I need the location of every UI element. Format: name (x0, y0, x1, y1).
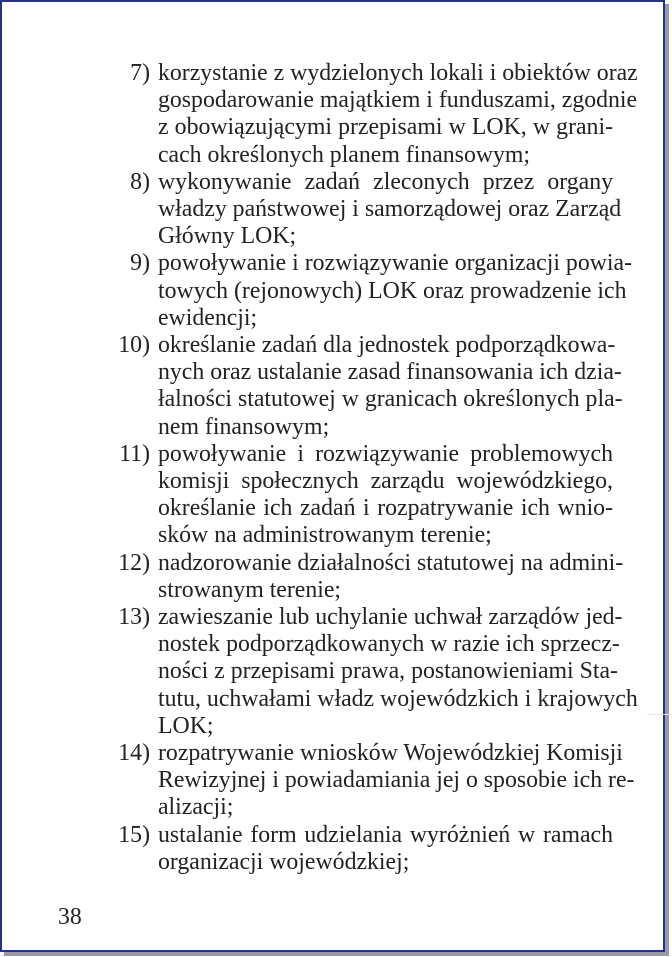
text-line: nych oraz ustalanie zasad finansowania ich dzia- (158, 359, 622, 386)
text-line: nem finansowym; (158, 413, 330, 440)
text-line: łalności statutowej w granicach określonych pla- (158, 386, 623, 413)
list-item-text (158, 60, 638, 169)
text-line: określanie zadań dla jednostek podporządkowa- (158, 332, 616, 359)
text-line: ustalanie form udzielania wyróżnień w ramach (158, 821, 613, 848)
list-item (92, 740, 635, 822)
text-line: władzy państwowej i samorządowej oraz Zarząd (158, 196, 622, 223)
list-item (92, 60, 638, 169)
list-item-number: 11) (119, 440, 150, 467)
list-item-text (158, 822, 613, 876)
list-item-text (158, 740, 635, 822)
text-line: Rewizyjnej i powiadamiania jej o sposobie ich re- (158, 767, 635, 794)
text-line: z obowiązującymi przepisami w LOK, w grani- (158, 114, 613, 141)
list-item (92, 822, 614, 876)
text-line: towych (rejonowych) LOK oraz prowadzenie ich (158, 277, 627, 304)
text-line: powoływanie i rozwiązywanie organizacji powia- (158, 250, 632, 277)
list-item-text (158, 441, 613, 550)
list-item-number: 15) (118, 821, 150, 848)
list-item (92, 168, 622, 251)
text-line: strowanym terenie; (158, 576, 342, 603)
list-item-number: 8) (130, 168, 150, 195)
text-line: organizacji wojewódzkiej; (158, 848, 410, 875)
text-line: gospodarowanie majątkiem i funduszami, zgodnie (158, 87, 638, 114)
list-item-text (158, 332, 623, 441)
text-line: nostek podporządkowanych w razie ich sprzecz- (158, 631, 620, 658)
text-line: rozpatrywanie wniosków Wojewódzkiej Komisji (158, 740, 623, 767)
list-item (92, 604, 638, 740)
scan-artifact-line (647, 714, 672, 715)
text-line: LOK; (158, 712, 214, 739)
text-line: powoływanie i rozwiązywanie problemowych (158, 440, 613, 467)
text-line: zawieszanie lub uchylanie uchwał zarządów jed- (158, 604, 623, 631)
list-item-text (158, 549, 624, 604)
list-item-number: 12) (118, 549, 150, 576)
text-line: komisji społecznych zarządu wojewódzkiego, (158, 468, 613, 495)
text-line: sków na administrowanym terenie; (158, 522, 492, 549)
text-line: korzystanie z wydzielonych lokali i obiektów oraz (158, 60, 638, 86)
text-line: tutu, uchwałami władz wojewódzkich i krajowych (158, 685, 638, 712)
text-line: cach określonych planem finansowym; (158, 141, 531, 168)
list-item-text (158, 168, 622, 251)
list-item (92, 332, 623, 441)
list-item-number: 9) (130, 250, 150, 277)
text-line: ewidencji; (158, 304, 258, 331)
list-item-number: 14) (118, 740, 150, 767)
list-item-number: 13) (118, 604, 150, 631)
list-item-number: 7) (130, 60, 150, 86)
list-item (92, 441, 614, 550)
list-item-text (158, 604, 638, 740)
list-item (92, 250, 632, 332)
page-number: 38 (58, 904, 82, 930)
text-line: ności z przepisami prawa, postanowieniami Sta- (158, 658, 618, 685)
text-line: określanie ich zadań i rozpatrywanie ich wnio- (158, 495, 613, 522)
numbered-list (92, 60, 638, 876)
list-item-text (158, 250, 632, 332)
list-item-number: 10) (118, 332, 150, 359)
text-line: wykonywanie zadań zleconych przez organy (158, 168, 613, 195)
text-line: nadzorowanie działalności statutowej na admini- (158, 549, 624, 576)
text-line: Główny LOK; (158, 223, 297, 250)
list-item (92, 549, 624, 604)
text-line: alizacji; (158, 794, 234, 821)
